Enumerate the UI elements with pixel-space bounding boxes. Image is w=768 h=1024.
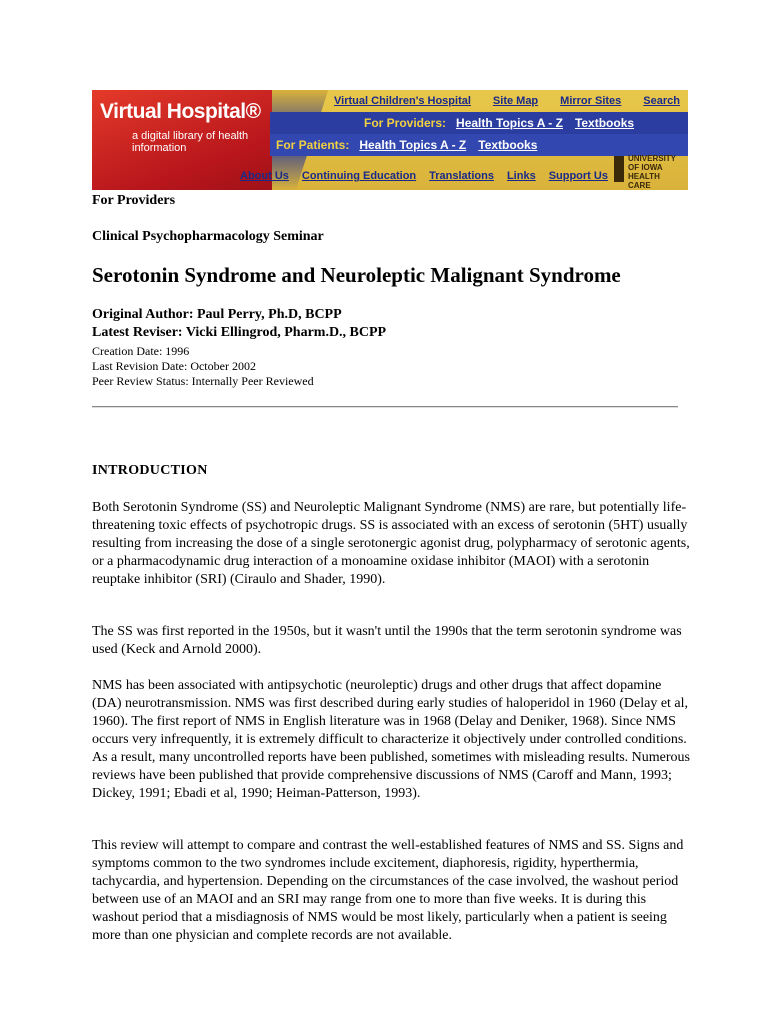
page-title: Serotonin Syndrome and Neuroleptic Malignant Syndrome: [92, 263, 621, 287]
paragraph-1: Both Serotonin Syndrome (SS) and Neuroleptic Malignant Syndrome (NMS) are rare, but potentially life-threatening toxic effects of psychotropic drugs. SS is associated with an excess of serotonin (5HT) usually resulting from increasing the dose of a single serotonergic agonist drug, polypharmacy of serotonic agents, or a pharmacodynamic drug interaction of a monoamine oxidase inhibitor (MAOI) with a serotonin reuptake inhibitor (SRI) (Ciraulo and Shader, 1990).: [92, 500, 690, 587]
providers-health-topics-link[interactable]: Health Topics A - Z: [456, 116, 563, 130]
link-search[interactable]: Search: [643, 95, 680, 107]
link-continuing-education[interactable]: Continuing Education: [301, 170, 417, 182]
link-mirror-sites[interactable]: Mirror Sites: [560, 95, 622, 107]
bottom-nav: [92, 166, 688, 186]
peer-review-status: Peer Review Status: Internally Peer Reviewed: [92, 374, 314, 388]
patients-nav: [276, 134, 549, 156]
university-of-iowa-logo[interactable]: [614, 152, 684, 190]
patients-textbooks-link[interactable]: Textbooks: [478, 138, 538, 152]
creation-date: Creation Date: 1996: [92, 344, 190, 358]
providers-nav: [364, 112, 646, 134]
tower-icon: [614, 156, 624, 182]
link-about-us[interactable]: About Us: [240, 170, 289, 182]
link-links[interactable]: Links: [506, 170, 536, 182]
patients-label: For Patients:: [276, 138, 350, 152]
link-translations[interactable]: Translations: [429, 170, 494, 182]
link-site-map[interactable]: Site Map: [492, 95, 539, 107]
link-support-us[interactable]: Support Us: [548, 170, 608, 182]
logo-subtitle: a digital library of health information: [132, 130, 249, 154]
revision-date: Last Revision Date: October 2002: [92, 359, 256, 373]
patients-health-topics-link[interactable]: Health Topics A - Z: [359, 138, 467, 152]
original-author: Original Author: Paul Perry, Ph.D, BCPP: [92, 307, 342, 322]
series-label: Clinical Psychopharmacology Seminar: [92, 229, 324, 244]
paragraph-3: NMS has been associated with antipsychotic (neuroleptic) drugs and other drugs that affect dopamine (DA) neurotransmission. NMS was first described during early studies of haloperidol in 1960 (Delay et al, 1960). The first report of NMS in English literature was in 1968 (Delay and Deniker, 1968). Since NMS occurs very infrequently, it is extremely difficult to characterize it objectively under controlled conditions. As a result, many uncontrolled reports have been published, sometimes with misleading results. Numerous reviews have been published that provide comprehensive discussions of NMS (Caroff and Mann, 1993; Dickey, 1991; Ebadi et al, 1990; Heiman-Patterson, 1993).: [92, 678, 690, 801]
logo-title: Virtual Hospital®: [100, 100, 261, 123]
latest-reviser: Latest Reviser: Vicki Ellingrod, Pharm.D., BCPP: [92, 325, 387, 340]
providers-label: For Providers:: [364, 116, 447, 130]
university-logo-text: UNIVERSITY OF IOWA HEALTH CARE: [628, 154, 676, 190]
paragraph-2: The SS was first reported in the 1950s, but it wasn't until the 1990s that the term serotonin syndrome was used (Keck and Arnold 2000).: [92, 624, 682, 657]
link-virtual-childrens-hospital[interactable]: Virtual Children's Hospital: [334, 95, 471, 107]
section-label: For Providers: [92, 193, 176, 208]
providers-textbooks-link[interactable]: Textbooks: [574, 116, 635, 130]
top-nav: [92, 92, 688, 110]
paragraph-4: This review will attempt to compare and contrast the well-established features of NMS and SS. Signs and symptoms common to the two syndromes include excitement, diaphoresis, rigidity, hyperthermia, tachycardia, and hypertension. Depending on the circumstances of the case involved, the washout period between use of an MAOI and an SRI may range from one to more than five weeks. It is during this washout period that a misdiagnosis of NMS would be most likely, particularly when a patient is seeing more than one physician and complete records are not available.: [92, 838, 684, 943]
divider: [92, 406, 678, 408]
section-heading: INTRODUCTION: [92, 463, 208, 478]
site-banner: [92, 90, 688, 190]
